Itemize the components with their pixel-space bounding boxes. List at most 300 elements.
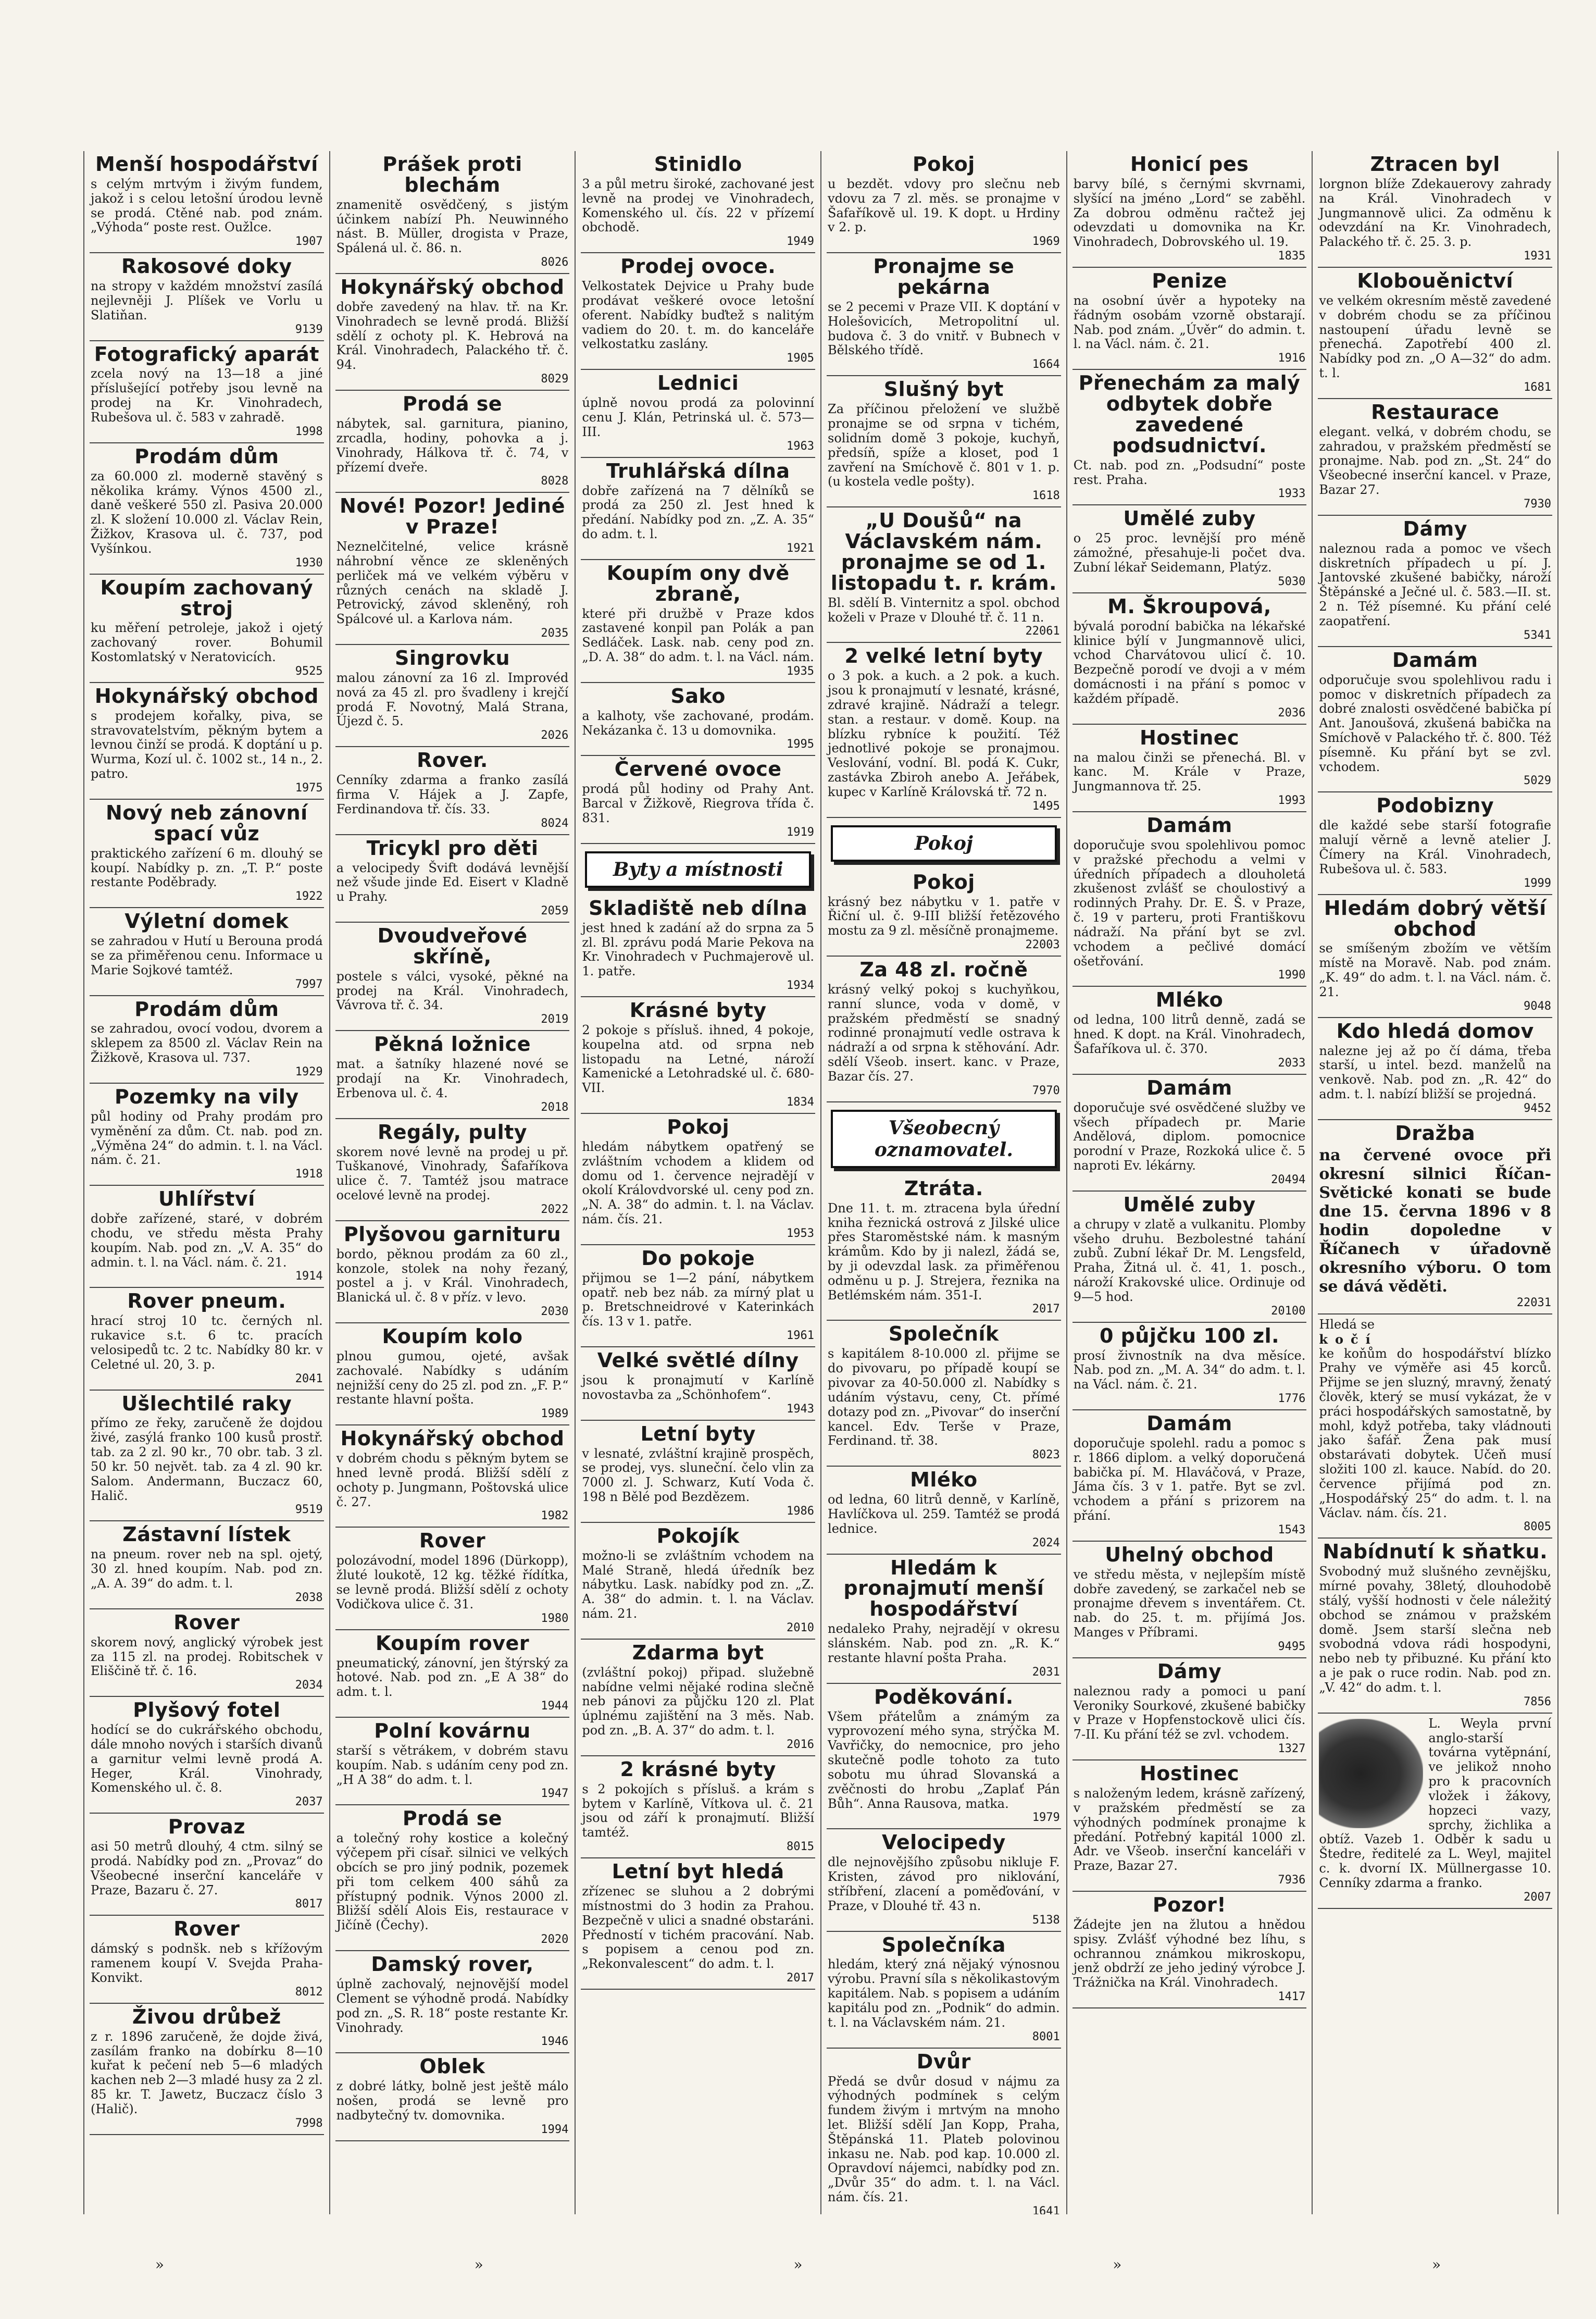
classified-ad — [581, 560, 815, 683]
ad-text: na malou činži se přenechá. Bl. v kanc. M. Krále v Praze, Jungmannova tř. 25. — [1073, 750, 1306, 794]
ad-text: z r. 1896 zaručeně, že dojde živá, zasílám franko na dobírku 8—10 kuřat k pečení neb 5—6 mladých kachen neb 2—3 mladé husy za 2 zl. 85 kr. T. Jawetz, Buczacz číslo 3 (Halič). — [91, 2029, 323, 2116]
ad-title: Nové! Pozor! Jediné v Praze! — [340, 494, 565, 539]
ad-text: Za příčinou přeložení ve službě pronajme se od srpna v tichém, solidním domě 3 pokoje, kuchyň, předsíň, spíže a kloset, pod 1 zavření na Smíchově č. 801 v 1. p. (u kostela vedle pošty). — [828, 402, 1060, 489]
classified-ad — [1073, 370, 1307, 505]
ad-number: 1949 — [787, 235, 815, 249]
ad-title: Koupím zachovaný stroj — [100, 576, 314, 620]
classified-ad — [335, 2053, 570, 2141]
ad-title: Oblek — [419, 2055, 485, 2078]
ad-title: Rover. — [417, 749, 488, 772]
ad-number: 9519 — [295, 1503, 323, 1517]
footer-mark: » — [1113, 2256, 1122, 2273]
ad-title: Hokynářský obchod — [340, 1427, 565, 1450]
ad-title: Prodej ovoce. — [620, 255, 776, 278]
classified-ad — [827, 1932, 1061, 2049]
ad-text: které při družbě v Praze kdos zastavené konpil pan Polák a pan Sedláček. Lask. nab. ceny pod zn. „D. A. 38“ do adm. t. l. na Václ. nám. — [582, 606, 815, 665]
ad-text: za 60.000 zl. moderně stavěný s několika krámy. Výnos 4500 zl., daně veškeré 550 zl. Pasiva 20.000 zl. K složení 10.000 zl. Václav Rein, Žižkov, Krasova ul. č. 737, pod Vyšínkou. — [91, 468, 323, 556]
ad-number: 2022 — [541, 1202, 569, 1216]
classified-ad — [1073, 987, 1307, 1074]
ad-number: 7997 — [295, 977, 323, 991]
ad-number: 1943 — [787, 1402, 815, 1416]
ad-text: prosí živnostník na dva měsíce. Nab. pod zn. „M. A. 34“ do adm. t. l. na Václ. nám. č. 21. — [1073, 1348, 1306, 1392]
column-3 — [576, 151, 821, 2214]
column-2 — [330, 151, 576, 2214]
classified-ad — [581, 1421, 815, 1523]
ad-text: ku měření petroleje, jakož i ojetý zachovaný rover. Bohumil Kostomlatský v Neratovicích. — [91, 621, 323, 665]
ad-number: 1919 — [787, 825, 815, 839]
ad-number: 1969 — [1032, 235, 1060, 249]
ad-title: Singrovku — [394, 647, 510, 670]
ad-text: se zahradou, ovocí vodou, dvorem a sklepem za 8500 zl. Václav Rein na Žižkově, Krasova ul. 737. — [91, 1021, 323, 1065]
ad-title: Přenechám za malý odbytek dobře zavedené podsudnictví. — [1078, 371, 1301, 457]
ad-number: 8029 — [541, 373, 569, 386]
ad-title: Hostinec — [1139, 726, 1240, 749]
ad-title: Sako — [670, 684, 726, 708]
ad-number: 8015 — [787, 1840, 815, 1854]
classified-ad — [1318, 1714, 1552, 1909]
ad-title: Hledám k pronajmutí menší hospodářství — [843, 1556, 1044, 1621]
ad-text: odporučuje svou spolehlivou radu i pomoc v diskretních případech za dobré znalosti osvědčené babička pí Ant. Janoušová, zkušená babička na Smíchově v Palackého tř. č. 800. Též písemně. Ku přání byt se zvl. vchodem. — [1319, 672, 1552, 774]
ad-number: 2031 — [1032, 1665, 1060, 1679]
ad-number: 22031 — [1516, 1296, 1552, 1309]
classified-ad — [335, 1119, 570, 1221]
ad-number: 8023 — [1032, 1448, 1060, 1462]
ad-number: 2017 — [1032, 1303, 1060, 1316]
ad-number: 1835 — [1278, 250, 1306, 263]
section-banner: Pokoj — [831, 825, 1057, 862]
ad-text: dobře zavedený na hlav. tř. na Kr. Vinohradech se levně prodá. Bližší sdělí z ochoty pl. K. Hebrová na Král. Vinohradech, Palackého tř. č. 94. — [336, 299, 569, 373]
ad-title: Damský rover, — [371, 1953, 534, 1976]
ad-title: Společníka — [881, 1933, 1006, 1956]
ad-text: Dne 11. t. m. ztracena byla úřední kniha řeznická ostrová z Jilské ulice přes Staroměstské nám. k masným krámům. Kdo by ji nalezl, žádá se, by ji odevzdal lask. za přiměřenou odměnu u p. J. Strejera, řeznika na Betlémském nám. 351-I. — [828, 1200, 1060, 1303]
classified-ad — [581, 683, 815, 757]
classified-ad — [827, 376, 1061, 507]
ad-title: Velocipedy — [881, 1831, 1006, 1854]
classified-ad — [1318, 1314, 1552, 1539]
classified-ad — [1318, 1539, 1552, 1713]
classified-ad — [335, 1323, 570, 1425]
ad-number: 1495 — [1032, 799, 1060, 813]
classified-ad — [581, 458, 815, 560]
ad-number: 2036 — [1278, 706, 1306, 720]
ad-number: 8028 — [541, 475, 569, 488]
ad-title: Polní kovárnu — [374, 1719, 531, 1743]
ad-number: 1914 — [295, 1270, 323, 1283]
ad-number: 2016 — [787, 1738, 815, 1751]
classified-ad — [1073, 151, 1307, 268]
classified-ad — [90, 2004, 324, 2135]
ad-text: od ledna, 60 litrů denně, v Karlíně, Havlíčkova ul. 259. Tamtéž se prodá lednice. — [828, 1492, 1060, 1536]
column-5 — [1067, 151, 1313, 2214]
ad-text: bývalá porodní babička na lékařské klinice býlí v Jungmannově ulici, vchod Charvátovou ulicí č. 10. Bezpečně porodí ve dvoji a v mém domácnosti i na přání s pomoc v každém případě. — [1073, 618, 1306, 706]
classified-ad — [335, 1221, 570, 1323]
classified-ad — [90, 1288, 324, 1390]
classified-ad — [581, 151, 815, 253]
ad-number: 1994 — [541, 2123, 569, 2136]
ad-title: Společník — [888, 1322, 999, 1346]
ad-number: 2007 — [1524, 1890, 1552, 1904]
ad-number: 1946 — [541, 2035, 569, 2049]
ad-text: zřízenec se sluhou a 2 dobrými místnostmi do 3 hodin za Prahou. Bezpečně v ulici a snadné obstaráni. Předností v tichém pracování. Nab. s popisem a cenou pod zn. „Rekonvalescent“ do adm. t. l. — [582, 1884, 815, 1971]
ad-number: 1618 — [1032, 489, 1060, 503]
ad-title: Damám — [1392, 648, 1478, 672]
ad-text: o 3 pok. a kuch. a 2 pok. a kuch. jsou k pronajmutí v lesnaté, krásné, zdravé krajině. Nádraží a telegr. stan. a restaur. v domě. Koup. na blízku rybníce k použití. Též jednotlivé pokoje se pronajmou. Veslování, vodní. Bl. podá K. Cukr, zastávka Zbiroh anebo A. Jeřábek, kupec v Karlíně Královská tř. 72 n. — [828, 668, 1060, 799]
ad-title: Dámy — [1403, 517, 1467, 540]
ad-text: z dobré látky, bolně jest ještě málo nošen, prodá se levně pro nadbytečný tv. domovnika. — [336, 2079, 569, 2123]
ad-number: 8026 — [541, 256, 569, 269]
ad-title: Restaurace — [1371, 400, 1500, 424]
ad-number: 1953 — [787, 1226, 815, 1240]
ad-text: Neznelčitelné, velice krásně náhrobní věnce ze skleněných perliček má ve velkém výběru v různých cenách na skladě J. Petrovický, závod skleněný, roh Spálcové ul. a Karlova nám. — [336, 539, 569, 627]
ad-title: Damám — [1146, 814, 1232, 837]
ad-title: Červené ovoce — [614, 758, 782, 781]
ad-text: starší s větrákem, v dobrém stavu koupím. Nab. s udáním ceny pod zn. „H A 38“ do adm. t. l. — [336, 1743, 569, 1787]
ad-title: Honicí pes — [1130, 153, 1249, 176]
ad-title: Rakosové doky — [121, 255, 292, 278]
classified-ad — [1318, 151, 1552, 268]
classified-ad — [335, 1805, 570, 1951]
classified-ad — [1073, 1323, 1307, 1410]
ad-number: 5029 — [1524, 774, 1552, 788]
ad-text: jest hned k zadání až do srpna za 5 zl. Bl. zprávu podá Marie Pekova na Kr. Vinohradech v Puchmajerově ul. 1. patře. — [582, 920, 815, 979]
classified-ad — [581, 253, 815, 370]
classified-ad — [90, 1084, 324, 1186]
ad-text: dámský s podnšk. neb s křížovým ramenem koupí V. Svejda Praha-Konvikt. — [91, 1941, 323, 1985]
ad-number: 9452 — [1524, 1101, 1552, 1115]
classified-ad — [581, 1640, 815, 1756]
ad-number: 22003 — [1025, 938, 1060, 952]
ad-text: znamenitě osvědčený, s jistým účinkem nabízí Ph. Neuwinného nást. B. Müller, drogista v Praze, Spálená ul. č. 86. n. — [336, 197, 569, 256]
classified-ad — [581, 997, 815, 1114]
ad-text: na stropy v každém množství zasílá nejlevněji J. Plíšek ve Vorlu u Slatiňan. — [91, 279, 323, 323]
ad-title: Kdo hledá domov — [1336, 1019, 1534, 1043]
classified-ad — [335, 274, 570, 391]
ad-title: Pokoj — [667, 1115, 730, 1139]
classified-ad — [581, 370, 815, 457]
ad-title: M. Škroupová, — [1107, 594, 1271, 618]
classified-ad — [1073, 1892, 1307, 2008]
ad-title: Nabídnutí k sňatku. — [1323, 1540, 1548, 1564]
page-footer — [0, 2256, 1596, 2273]
ad-text: 3 a půl metru široké, zachované jest levně na prodej ve Vinohradech, Komenského ul. čís. 22 v přízemí obchodě. — [582, 176, 815, 235]
classified-ad — [335, 1630, 570, 1718]
classified-ad — [827, 1829, 1061, 1931]
ad-number: 9525 — [295, 664, 323, 678]
classified-ad — [90, 1697, 324, 1814]
ad-text: doporučuje své osvědčené služby ve všech případech pr. Marie Andělová, diplom. pomocnice porodní v Praze, Rozkoká ulice č. 5 naproti Ev. lékárny. — [1073, 1100, 1306, 1173]
ad-title: 2 velké letní byty — [844, 644, 1043, 668]
classified-ad — [1318, 1120, 1552, 1314]
classified-ad — [335, 1425, 570, 1528]
ad-title: Pokojík — [656, 1524, 740, 1547]
classified-ad — [90, 1609, 324, 1697]
ad-title: Hledám dobrý větší obchod — [1324, 896, 1547, 940]
ad-text: u bezdět. vdovy pro slečnu neb vdovu za 7 zl. měs. se pronajme v Šafaříkově ul. 19. K dopt. u Hrdiny v 2. p. — [828, 176, 1060, 235]
ad-number: 1834 — [787, 1096, 815, 1109]
ad-text: bordo, pěknou prodám za 60 zl., konzole, stolek na nohy řezaný, postel a j. v Král. Vinohradech, Blanická ul. č. 8 v příz. v levo. — [336, 1246, 569, 1305]
ad-title: Mléko — [910, 1468, 978, 1492]
classified-ad — [827, 643, 1061, 817]
column-4 — [821, 151, 1067, 2214]
ad-title: „U Doušů“ na Václavském nám. pronajme se od 1. listopadu t. r. krám. — [830, 509, 1057, 594]
classified-ad — [90, 443, 324, 575]
classified-ad — [1073, 812, 1307, 987]
classified-ad — [90, 1186, 324, 1288]
ad-number: 9495 — [1278, 1640, 1306, 1653]
ad-number: 1944 — [541, 1700, 569, 1713]
ad-text: hodící se do cukrářského obchodu, dále mnoho nových i starších divanů a garnitur velmi levně prodá A. Heger, Král. Vinohrady, Komenského ul. č. 8. — [91, 1722, 323, 1795]
ad-text: s celým mrtvým i živým fundem, jakož i s celou letošní úrodou levně se prodá. Ctěné nab. pod znám. „Výhoda“ poste rest. Oužlce. — [91, 176, 323, 235]
ad-number: 1934 — [787, 979, 815, 993]
ad-number: 2041 — [295, 1372, 323, 1385]
ad-number: 1931 — [1524, 250, 1552, 263]
ad-title: Pozemky na vily — [114, 1085, 299, 1108]
classified-ad — [581, 895, 815, 997]
ad-title: Plyšovou garnituru — [343, 1222, 562, 1246]
section-banner: Všeobecný oznamovatel. — [831, 1110, 1057, 1168]
ad-text: lorgnon blíže Zdekauerovy zahrady na Král. Vinohradech v Jungmannově ulici. Za odměnu k odevzdání na Kr. Vinohradech, Palackého tř. č. 25. 3. p. — [1319, 176, 1552, 250]
ad-title: Prodám dům — [134, 997, 279, 1021]
ad-number: 1979 — [1032, 1811, 1060, 1825]
ad-title: Provaz — [168, 1815, 245, 1839]
ad-text: v dobrém chodu s pěkným bytem se hned levně prodá. Bližší sdělí z ochoty p. Jungmann, Poštovská ulice č. 27. — [336, 1451, 569, 1509]
classified-ad — [1073, 725, 1307, 812]
ad-title: Koupím rover — [375, 1631, 530, 1655]
classified-ad — [90, 1916, 324, 2003]
ad-number: 1933 — [1278, 487, 1306, 501]
classified-ad — [90, 1521, 324, 1609]
ad-text: dle každé sebe starší fotografie malují věrně a levně atelier J. Čímery na Král. Vinohradech, Rubešova ul. č. 583. — [1319, 818, 1552, 876]
ad-title: Pokoj — [912, 153, 975, 176]
ad-number: 1975 — [295, 781, 323, 795]
ad-number: 5030 — [1278, 575, 1306, 588]
ad-text: s 2 pokojích s přísluš. a krám s bytem v Karlíně, Vítkova ul. č. 21 jsou od září k pronajmutí. Bližší tamtéž. — [582, 1781, 815, 1840]
ad-text: v lesnaté, zvláštní krajině prospěch, se prodej, vys. sluneční. čelo vlin za 7000 zl. J. Schwarz, Kutí Voda č. 198 n Bělé pod Bezdězem. — [582, 1446, 815, 1505]
classified-ad — [1318, 1018, 1552, 1120]
ad-title: Pokoj — [912, 870, 975, 894]
classified-ad — [827, 1555, 1061, 1684]
ad-number: 1417 — [1278, 1990, 1306, 2004]
footer-mark: » — [793, 2256, 803, 2273]
ad-text: ve středu města, v nejlepším místě dobře zavedený, se zarkačel neb se pronajme dřevem s inventářem. Ct. nab. do 25. t. m. přijímá Jos. Manges v Příbrami. — [1073, 1567, 1306, 1640]
ad-title: Hokynářský obchod — [94, 684, 319, 708]
ad-number: 2026 — [541, 729, 569, 742]
ad-title: Rover — [173, 1917, 240, 1941]
ad-text: úplně novou prodá za polovinní cenu J. Klán, Petrinská ul. č. 573—III. — [582, 395, 815, 439]
ad-text: skorem nové levně na prodej u př. Tuškanové, Vinohrady, Šafaříkova ulice č. 7. Tamtéž jsou matrace ocelové levně na prodej. — [336, 1144, 569, 1203]
ad-number: 5341 — [1524, 628, 1552, 642]
ad-number: 2038 — [295, 1591, 323, 1604]
ad-number: 1907 — [295, 235, 323, 249]
ad-text: nalezne jej až po čí dáma, třeba starší, u intel. bezd. manželů na venkově. Nab. pod zn. „R. 42“ do adm. t. l. nabízí bližší se projedná. — [1319, 1043, 1552, 1102]
classified-ad — [335, 747, 570, 835]
classified-ad — [827, 1321, 1061, 1467]
ad-text: dobře zařízené, staré, v dobrém chodu, ve středu města Prahy koupím. Nab. pod zn. „V. A. 35“ do admin. t. l. na Václ. nám. č. 21. — [91, 1211, 323, 1270]
ad-number: 7856 — [1524, 1695, 1552, 1708]
classified-ad — [1318, 399, 1552, 516]
ad-text: s prodejem kořalky, piva, se stravovatelstvím, pěkným bytem a levnou činží se prodá. K doptání u p. Wurma, Kozí ul. č. 1002 st., 14 n., 2. patro. — [91, 708, 323, 782]
ad-title: Poděkování. — [874, 1685, 1014, 1708]
classified-ad — [827, 1684, 1061, 1830]
ad-text: a chrupy v zlatě a vulkanitu. Plomby všeho druhu. Bezbolestné tahání zubů. Zubní lékař Dr. M. Lengsfeld, Praha, Žitná ul. č. 41, 1. posch., nároží Krakovské ulice. Ordinuje od 9—5 hod. — [1073, 1217, 1306, 1304]
ad-text: ke koňům do hospodářství blízko Prahy ve výměře asi 45 korců. Přijme se jen sluzný, mravný, ženatý člověk, který se musí vykázat, že v práci hospodářských samostatně, by mohl, když potřeba, taky vládnouti jako šafář. Žena pak musí obstarávati dobytek. Učeň musí složiti 100 zl. kauce. Nabíd. do 20. července přijímá pod zn. „Hospodářský 25“ do adm. t. l. na Václav. nám. čís. 21. — [1319, 1346, 1552, 1520]
classified-ad — [827, 253, 1061, 376]
ad-number: 1918 — [295, 1168, 323, 1181]
classified-ad — [581, 756, 815, 844]
ad-number: 8017 — [295, 1898, 323, 1911]
classified-ad — [90, 996, 324, 1084]
ad-text: Cenníky zdarma a franko zasílá firma V. Hájek a J. Zapfe, Ferdinandova tř. čís. 33. — [336, 773, 569, 816]
classified-ad — [1073, 593, 1307, 725]
ad-title: Rover pneum. — [127, 1289, 286, 1313]
ad-text: postele s válci, vysoké, pěkné na prodej na Král. Vinohradech, Vávrova tř. č. 34. — [336, 969, 569, 1013]
ad-number: 1995 — [787, 738, 815, 751]
ad-text: pneumatický, zánovní, jen štýrský za hotové. Nab. pod zn. „E A 38“ do adm. t. l. — [336, 1655, 569, 1700]
classified-ad — [827, 1467, 1061, 1554]
ad-number: 1986 — [787, 1504, 815, 1518]
ad-number: 1999 — [1524, 876, 1552, 890]
ad-title: Živou drůbež — [132, 2005, 281, 2028]
ad-number: 1543 — [1278, 1523, 1306, 1536]
ad-title: Uhlířství — [158, 1187, 255, 1211]
classified-ad — [335, 1031, 570, 1119]
ad-title: Letní byt hledá — [612, 1860, 784, 1883]
ad-number: 8012 — [295, 1985, 323, 1999]
ad-text: asi 50 metrů dlouhý, 4 ctm. silný se prodá. Nabídky pod zn. „Provaz“ do Všeobecné inserční kanceláře v Praze, Bazaru č. 27. — [91, 1839, 323, 1898]
classified-ad — [335, 923, 570, 1031]
footer-mark: » — [155, 2256, 164, 2273]
ad-text: se zahradou v Hutí u Berouna prodá se za přiměřenou cenu. Informace u Marie Sojkové tamtéž. — [91, 934, 323, 977]
ad-number: 2010 — [787, 1621, 815, 1634]
ad-title: Dražba — [1395, 1121, 1476, 1145]
ad-title: Pěkná ložnice — [374, 1033, 531, 1056]
classified-ad — [335, 1528, 570, 1630]
ad-text: krásný bez nábytku v 1. patře v Řiční ul. č. 9-III bližší řetězového mostu za 9 zl. měsíčně pronajmeme. — [828, 894, 1060, 938]
classified-ad — [581, 1858, 815, 1990]
ad-title: Prodá se — [402, 392, 503, 416]
ad-number: 8005 — [1524, 1520, 1552, 1534]
classified-ad — [90, 683, 324, 800]
ad-number: 2035 — [541, 627, 569, 640]
ad-title: Dámy — [1157, 1659, 1222, 1683]
ad-title: Výletní domek — [124, 910, 289, 933]
ad-text: nedaleko Prahy, nejradějí v okresu slánském. Nab. pod zn. „R. K.“ restante hlavní pošta Praha. — [828, 1621, 1060, 1665]
classified-ad — [1073, 1410, 1307, 1542]
ad-text: na pneum. rover neb na spl. ojetý, 30 zl. hned koupím. Nab. pod zn. „A. A. 39“ do adm. t. l. — [91, 1547, 323, 1591]
footer-mark: » — [1432, 2256, 1441, 2273]
classified-ad — [90, 800, 324, 908]
ad-text: ve velkém okresním městě zavedené v dobrém chodu se za příčinou nastoupení úřadu levně se přenechá. Zapotřebí 400 zl. Nabídky pod zn. „O A—32“ do adm. t. l. — [1319, 293, 1552, 381]
ad-text: plnou gumou, ojeté, avšak zachovalé. Nabídky s udáním nejnižší ceny do 25 zl. pod zn. „F. P.“ restante hlavní pošta. — [336, 1348, 569, 1407]
ad-text: na osobní úvěr a hypoteky na řádným osobám vzorně obstarají. Nab. pod znám. „Úvěr“ do admin. t. l. na Václ. nám. č. 21. — [1073, 293, 1306, 352]
ad-text: doporučuje svou spolehlivou pomoc v pražské přechodu a velmi v úředních případech a dlouholetá zkušenost zvlášť se choulostivý a rodinných Prahy. Dr. E. Š. v Praze, č. 19 v parteru, proti Františkovu nádraží. Na přání byt se zvl. vchodem a pečlivé domácí ošetřování. — [1073, 837, 1306, 969]
ad-text: s naloženým ledem, krásně zařízený, v pražském předměstí se za výhodných podmínek pronajme k předání. Potřebný kapitál 1000 zl. Adr. ve Všeob. inserční kanceláři v Praze, Bazar 27. — [1073, 1786, 1306, 1874]
ad-title: Letní byty — [640, 1422, 756, 1445]
ad-text: Velkostatek Dejvice u Prahy bude prodávat veškeré ovoce letošní oferent. Nabídky buďtež s nalitým vadiem do 20. t. m. do kanceláře velkostatku zaslány. — [582, 279, 815, 352]
ad-number: 2017 — [787, 1971, 815, 1985]
classified-ad — [1073, 1760, 1307, 1892]
ad-text: L. Weyla první anglo-starší továrna vytěpnání, ve jelikož nnoho pro k pracovních vložek i žákovy, hopzeci vazy, sprchy, žichlika a obtíž. Vazeb 1. Odběr k sadu u Štedre, ředitelé za L. Weyl, majitel c. k. dvorní IX. Müllnergasse 10. Cenníky zdarma a franko. — [1319, 1716, 1552, 1890]
ad-text: Svobodný muž slušného zevnějšku, mírné povahy, 38letý, dlouhodobě stálý, vyšší hodnosti v čele náležitý obchod se známou v pražském domě. Jsem starší slečna neb svobodná vdova rádi hospodyni, nebo neb ty přibuzné. Ku přání kto a je pak o ruce rodin. Nab. pod zn. „V. 42“ do adm. t. l. — [1319, 1564, 1552, 1695]
ad-title: Mléko — [1155, 988, 1224, 1012]
ad-text: hledám nábytkem opatřený se zvláštním vchodem a klidem od domu od 1. července nejradějí v okolí Královdvorské ul. ceny pod zn. „N. A. 38“ do admin. t. l. na Václav. nám. čís. 21. — [582, 1139, 815, 1227]
classified-ad — [581, 1114, 815, 1245]
classified-ad — [335, 391, 570, 493]
ad-number: 8024 — [541, 816, 569, 830]
ad-number: 2030 — [541, 1305, 569, 1319]
ad-text: Ct. nab. pod zn. „Podsudní“ poste rest. Praha. — [1073, 457, 1306, 487]
section-banner: Byty a místnosti — [585, 851, 811, 888]
classified-ad — [90, 151, 324, 253]
ad-text: prodá půl hodiny od Prahy Ant. Barcal v Žižkově, Riegrova třída č. 831. — [582, 782, 815, 825]
ad-title: Krásné byty — [629, 999, 767, 1022]
ad-number: 1989 — [541, 1407, 569, 1421]
ad-number: 2020 — [541, 1933, 569, 1946]
ad-text: barvy bílé, s černými skvrnami, slyšící na jméno „Lord“ se zaběhl. Za dobrou odměnu račtež jej odevzdati u domovnika na Kr. Vinohradech, Dobrovského ul. 19. — [1073, 176, 1306, 250]
ad-number: 1961 — [787, 1329, 815, 1343]
ad-text: (zvláštní pokoj) připad. služebně nabídne velmi nějaké rodina slečně neb pánovi za půjčku 120 zl. Plat úplnému zajištění na 3 měs. Nab. pod zn. „B. A. 37“ do adm. t. l. — [582, 1665, 815, 1738]
classified-ad — [581, 1245, 815, 1347]
ad-kicker: Hledá se — [1319, 1317, 1375, 1332]
classified-ad — [1318, 647, 1552, 793]
ad-number: 1922 — [295, 890, 323, 903]
classified-ad — [1318, 792, 1552, 895]
ad-big-title: kočí — [1319, 1331, 1378, 1347]
ad-number: 1993 — [1278, 794, 1306, 808]
ad-title: Koupím ony dvě zbraně, — [606, 561, 790, 605]
classified-ad — [1073, 1658, 1307, 1760]
ad-number: 1982 — [541, 1509, 569, 1523]
footer-mark: » — [474, 2256, 483, 2273]
classified-ad — [1318, 895, 1552, 1018]
classified-ad — [827, 2049, 1061, 2214]
classified-ad — [335, 151, 570, 274]
ad-text: možno-li se zvláštním vchodem na Malé Straně, hledá úředník bez nábytku. Lask. nabídky pod zn. „Z. A. 38“ do admin. t. l. na Václav. nám. 21. — [582, 1548, 815, 1621]
ad-number: 1664 — [1032, 358, 1060, 371]
ad-number: 9139 — [295, 323, 323, 336]
ad-number: 1681 — [1524, 380, 1552, 394]
ad-title: Tricykl pro děti — [366, 836, 539, 860]
illustration-image — [1319, 1719, 1423, 1828]
ad-title: 2 krásné byty — [620, 1757, 776, 1781]
ad-number: 1935 — [787, 664, 815, 678]
ad-text: hledám, který zná nějaký výnosnou výrobu. Pravní síla s několikastovým kapitálem. Nab. s popisem a udáním kapitálu pod zn. „Podnik“ do admin. t. l. na Václavském nám. 21. — [828, 1957, 1060, 2030]
ad-number: 8001 — [1032, 2030, 1060, 2043]
ad-title: Za 48 zl. ročně — [859, 958, 1028, 982]
ad-text: jsou k pronajmutí v Karlíně novostavba za „Schönhofem“. — [582, 1373, 815, 1402]
ad-text: hrací stroj 10 tc. černých nl. rukavice s.t. 6 tc. pracích velosipedů tc. 2 tc. Nabídky 80 kr. v Celetné ul. 20, 3. p. — [91, 1313, 323, 1372]
ad-title: Zástavní lístek — [122, 1523, 291, 1546]
ad-text: a tolečný rohy kostice a kolečný výčepem při císař. silnici ve velkých obcích se pro jiný podnik, pozemek při tom celkem 400 sáhů za přístupný podnik. Výnos 2000 zl. Bližší sdělí Alois Eis, restaurace v Jičíně (Čechy). — [336, 1831, 569, 1933]
newspaper-page — [83, 151, 1558, 2214]
ad-title: Klobouěnictví — [1357, 269, 1514, 293]
classified-ad — [581, 1347, 815, 1421]
classified-ad — [581, 1756, 815, 1858]
ad-number: 1930 — [295, 556, 323, 569]
ad-text: naleznou rady a pomoci u paní Veroniky Sourkové, zkušené babičky v Praze v Hopfenstockově ulici čís. 7-II. Ku přání též se zvl. vchodem. — [1073, 1683, 1306, 1742]
classified-ad — [90, 1391, 324, 1522]
ad-text: a kalhoty, vše zachované, prodám. Nekázanka č. 13 u domovnika. — [582, 708, 815, 738]
ad-text: dle nejnovějšího způsobu nikluje F. Kristen, závod pro niklování, stříbření, zlacení a poměďování, v Praze, v Dlouhé tř. 43 n. — [828, 1855, 1060, 1913]
classified-ad — [1073, 505, 1307, 593]
ad-text: 2 pokoje s přísluš. ihned, 4 pokoje, koupelna atd. od srpna neb listopadu na Letné, nároží Kamenické a Letohradské ul. č. 680-VII. — [582, 1022, 815, 1096]
ad-title: Fotografický aparát — [94, 342, 319, 366]
ad-title: Slušný byt — [883, 378, 1004, 401]
classified-ad — [827, 1175, 1061, 1321]
ad-text: přímo ze řeky, zaručeně že dojdou živé, zasýlá franko 100 kusů prostř. tab. za 2 zl. 90 kr., 70 obr. tab. 3 zl. 50 kr. 50 největ. tab. za 4 zl. 90 kr. Salom. Andermann, Buczacz 60, Halič. — [91, 1416, 323, 1503]
ad-text: půl hodiny od Prahy prodám pro vyměnění za dům. Ct. nab. pod zn. „Výměna 24“ do admin. t. l. na Václ. nám. č. 21. — [91, 1109, 323, 1168]
ad-number: 7936 — [1278, 1874, 1306, 1887]
